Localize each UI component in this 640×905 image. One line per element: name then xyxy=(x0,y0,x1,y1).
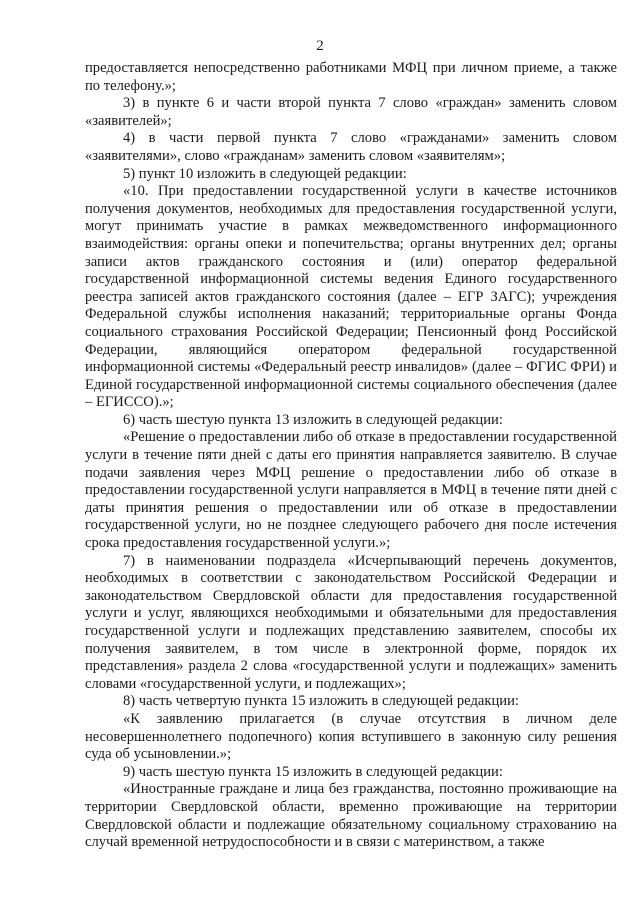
paragraph-item-6: 6) часть шестую пункта 13 изложить в следующей редакции: xyxy=(123,411,503,428)
paragraph-point-10-text: «10. При предоставлении государственной услуги в качестве источников получения документов, необходимых для предоставления государственной услуги, могут принимать участие в рамках межведомственного информационного взаимодействия: органы опеки и попечительства; органы внутренних дел; органы записи актов гражданского состояния и (или) оператор федеральной государственной информационной системы ведения Единого государственного реестра записей актов гражданского состояния (далее – ЕГР ЗАГС); учреждения Федеральной службы исполнения наказаний; территориальные органы Фонда социального страхования Российской Федерации; Пенсионный фонд Российской Федерации, являющийся оператором федеральной государственной информационной системы «Федеральный реестр инвалидов» (далее – ФГИС ФРИ) и Единой государственной информационной системы социального обеспечения (далее – ЕГИССО).»; xyxy=(85,183,617,411)
paragraph-item-4: 4) в части первой пункта 7 слово «гражданами» заменить словом «заявителями», слово «гражданам» заменить словом «заявителям»; xyxy=(85,130,617,164)
paragraph-item-8: 8) часть четвертую пункта 15 изложить в следующей редакции: xyxy=(123,693,519,710)
paragraph-point-13-text: «Решение о предоставлении либо об отказе в предоставлении государственной услуги в течение пяти дней с даты его принятия направляется заявителю. В случае подачи заявления через МФЦ решение о предоставлении либо об отказе в предоставлении государственной услуги направляется в МФЦ в течение пяти дней с даты принятия решения о предоставлении или об отказе в предоставлении государственной услуги, но не позднее следующего рабочего дня после истечения срока предоставления государственной услуги.»; xyxy=(85,429,617,552)
document-body xyxy=(85,60,617,852)
paragraph-point-15-part-4-text: «К заявлению прилагается (в случае отсутствия в личном деле несовершеннолетнего подопечного) копия вступившего в законную силу решения суда об усыновлении.»; xyxy=(85,710,617,763)
paragraph-item-7: 7) в наименовании подраздела «Исчерпывающий перечень документов, необходимых в соответствии с законодательством Российской Федерации и законодательством Свердловской области для предоставления государственной услуги и услуг, являющихся необходимыми и обязательными для предоставления государственной услуги и подлежащих представлению заявителем, способы их получения заявителем, в том числе в электронной форме, порядок их представления» раздела 2 слова «государственной услуги и подлежащих» заменить словами «государственной услуги, и подлежащих»; xyxy=(85,552,617,692)
page-number: 2 xyxy=(316,38,324,54)
paragraph-item-9: 9) часть шестую пункта 15 изложить в следующей редакции: xyxy=(123,763,503,780)
paragraph-item-5: 5) пункт 10 изложить в следующей редакции: xyxy=(123,165,407,182)
paragraph-item-3: 3) в пункте 6 и части второй пункта 7 слово «граждан» заменить словом «заявителей»; xyxy=(85,95,617,129)
paragraph-point-15-part-6-text: «Иностранные граждане и лица без гражданства, постоянно проживающие на территории Свердловской области, временно проживающие на территории Свердловской области и подлежащие обязательному социальному страхованию на случай временной нетрудоспособности и в связи с материнством, а также xyxy=(85,781,617,851)
paragraph-continuation: предоставляется непосредственно работниками МФЦ при личном приеме, а также по телефону.»; xyxy=(85,60,617,94)
